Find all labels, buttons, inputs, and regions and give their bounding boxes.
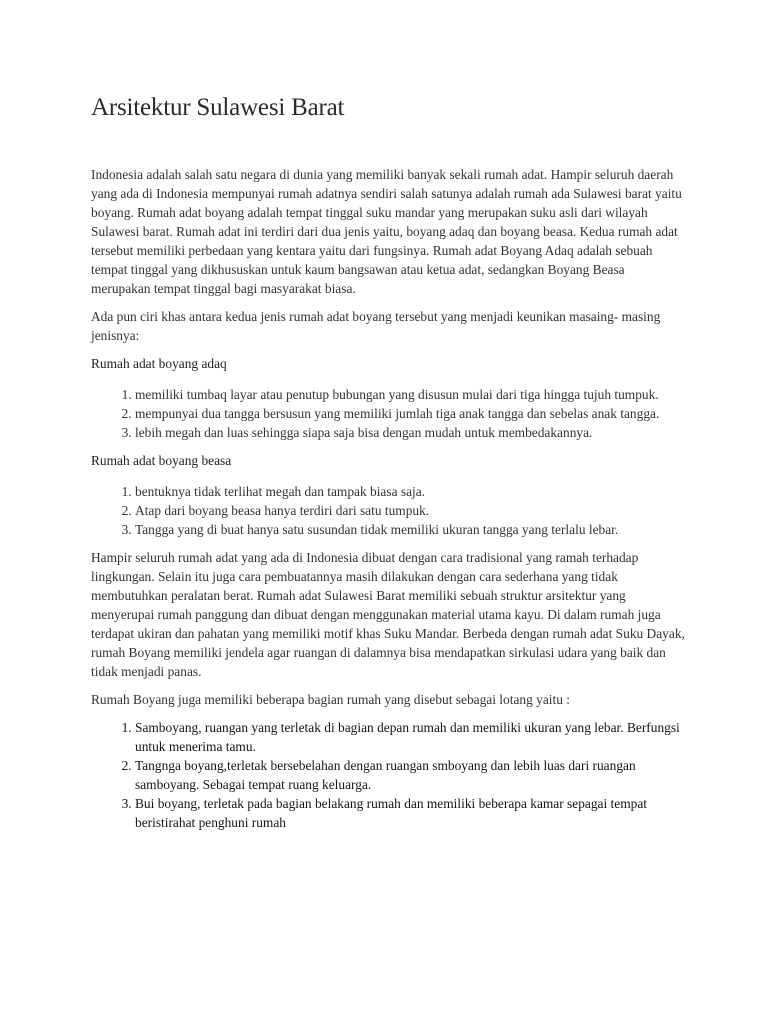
beasa-heading: Rumah adat boyang beasa xyxy=(91,453,232,468)
page-title: Arsitektur Sulawesi Barat xyxy=(91,94,345,121)
list-item: 3. Bui boyang, terletak pada bagian belakang rumah dan memiliki beberapa kamar sepagai tempat beristirahat penghuni rumah xyxy=(135,794,686,832)
ciri-paragraph: Ada pun ciri khas antara kedua jenis rumah adat boyang tersebut yang menjadi keunikan masaing- masing jenisnya: xyxy=(91,309,661,343)
list-item: 2. mempunyai dua tangga bersusun yang memiliki jumlah tiga anak tangga dan sebelas anak tangga. xyxy=(135,404,686,423)
list-item: 1. Samboyang, ruangan yang terletak di bagian depan rumah dan memiliki ukuran yang lebar. Berfungsi untuk menerima tamu. xyxy=(135,718,686,756)
tradisional-paragraph: Hampir seluruh rumah adat yang ada di Indonesia dibuat dengan cara tradisional yang ramah terhadap lingkungan. Selain itu juga cara pembuatannya masih dilakukan dengan cara sederhana yang tidak membutuhkan peralatan berat. Rumah adat Sulawesi Barat memiliki sebuah struktur arsitektur yang menyerupai rumah panggung dan dibuat dengan menggunakan material utama kayu. Di dalam rumah juga terdapat ukiran dan pahatan yang memiliki motif khas Suku Mandar. Berbeda dengan rumah adat Suku Dayak, rumah Boyang memiliki jendela agar ruangan di dalamnya bisa mendapatkan sirkulasi udara yang baik dan tidak menjadi panas. xyxy=(91,550,685,679)
adaq-list xyxy=(91,385,686,442)
list-item: 1. bentuknya tidak terlihat megah dan tampak biasa saja. xyxy=(135,482,686,501)
list-item: 1. memiliki tumbaq layar atau penutup bubungan yang disusun mulai dari tiga hingga tujuh tumpuk. xyxy=(135,385,686,404)
list-item: 3. Tangga yang di buat hanya satu susundan tidak memiliki ukuran tangga yang terlalu lebar. xyxy=(135,520,686,539)
adaq-heading: Rumah adat boyang adaq xyxy=(91,356,227,371)
list-item: 2. Tangnga boyang,terletak bersebelahan dengan ruangan smboyang dan lebih luas dari ruangan samboyang. Sebagai tempat ruang keluarga. xyxy=(135,756,686,794)
intro-paragraph: Indonesia adalah salah satu negara di dunia yang memiliki banyak sekali rumah adat. Hampir seluruh daerah yang ada di Indonesia mempunyai rumah adatnya sendiri salah satunya adalah rumah ada Sulawesi barat yaitu boyang. Rumah adat boyang adalah tempat tinggal suku mandar yang merupakan suku asli dari wilayah Sulawesi barat. Rumah adat ini terdiri dari dua jenis yaitu, boyang adaq dan boyang beasa. Kedua rumah adat tersebut memiliki perbedaan yang kentara yaitu dari fungsinya. Rumah adat Boyang Adaq adalah sebuah tempat tinggal yang dikhususkan untuk kaum bangsawan atau ketua adat, sedangkan Boyang Beasa merupakan tempat tinggal bagi masyarakat biasa. xyxy=(91,167,682,296)
lotang-list xyxy=(91,718,686,832)
document-body xyxy=(91,92,686,841)
list-item: 2. Atap dari boyang beasa hanya terdiri dari satu tumpuk. xyxy=(135,501,686,520)
beasa-list xyxy=(91,482,686,539)
list-item: 3. lebih megah dan luas sehingga siapa saja bisa dengan mudah untuk membedakannya. xyxy=(135,423,686,442)
bagian-paragraph: Rumah Boyang juga memiliki beberapa bagian rumah yang disebut sebagai lotang yaitu : xyxy=(91,692,570,707)
